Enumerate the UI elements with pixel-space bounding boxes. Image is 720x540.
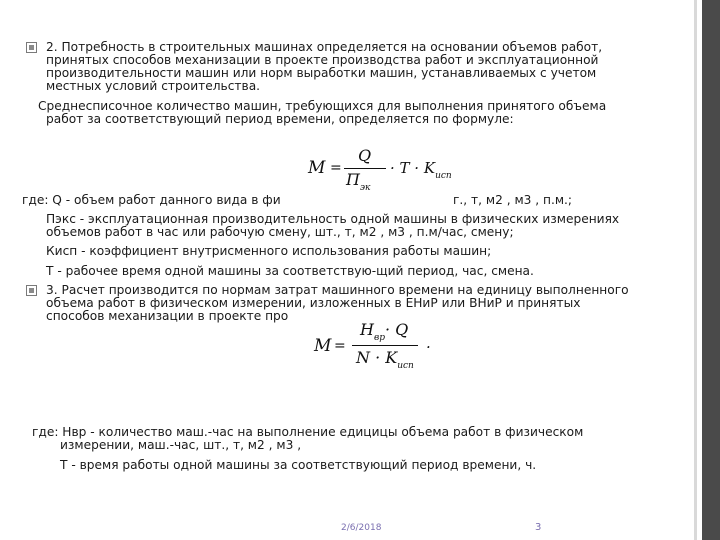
formula1-denominator: $П_{эк}$ [346, 170, 371, 193]
formula1-equals: = [330, 160, 342, 176]
para1-line3: производительности машин или норм выработки машин, устанавливаемых с учетом [46, 66, 597, 80]
formula2-equals: = [334, 338, 346, 354]
formula1-rest: · $T \cdot K_{исп}$ [390, 159, 452, 181]
para1-line4: местных условий строительства. [46, 79, 261, 93]
right-decorative-bar [702, 0, 720, 540]
bullet-icon [26, 285, 37, 296]
formula1-lhs: M [308, 158, 326, 178]
para1-line2: принятых способов механизации в проекте производства работ и эксплуатационной [46, 53, 599, 67]
formula2-denominator: $N \cdot K_{исп}$ [356, 348, 414, 371]
defs1-line1-right: г., т, м2 , м3 , п.м.; [453, 193, 573, 207]
formula-1 [300, 146, 460, 192]
defs2-line3: Т - время работы одной машины за соответствующий период времени, ч. [60, 458, 537, 472]
para2-line1: Среднесписочное количество машин, требующихся для выполнения принятого объема [38, 99, 607, 113]
defs1-line5: T - рабочее время одной машины за соответствую-щий период, час, смена. [46, 264, 534, 278]
defs1-line4: Кисп - коэффициент внутрисменного использования работы машин; [46, 244, 492, 258]
defs1-line3: объемов работ в час или рабочую смену, шт., т, м2 , м3 , п.м/час, смену; [46, 225, 514, 239]
para2-line2: работ за соответствующий период времени, определяется по формуле: [46, 112, 514, 126]
defs2-line2: измерении, маш.-час, шт., т, м2 , м3 , [60, 438, 302, 452]
defs1-line2: Пэкс - эксплуатационная производительность одной машины в физических измерениях [46, 212, 620, 226]
para3-line2: объема работ в физическом измерении, изложенных в ЕНиР или ВНиР и принятых [46, 296, 581, 310]
bullet-icon [26, 42, 37, 53]
formula1-fraction-bar [344, 168, 386, 169]
para3-line1: 3. Расчет производится по нормам затрат машинного времени на единицу выполненного [46, 283, 629, 297]
formula2-lhs: M [314, 336, 332, 356]
formula2-fraction-bar [352, 345, 418, 346]
para1-line1: 2. Потребность в строительных машинах определяется на основании объемов работ, [46, 40, 603, 54]
defs2-line1: где: Нвр - количество маш.-час на выполнение едицицы объема работ в физическом [32, 425, 584, 439]
defs1-line1-left: где: Q - объем работ данного вида в фи [22, 193, 281, 207]
footer-page-number: 3 [535, 522, 542, 533]
formula-2 [312, 318, 442, 374]
footer-date: 2/6/2018 [341, 523, 382, 533]
formula2-numerator: $H_{вр}\cdot Q$ [360, 320, 409, 343]
formula1-numerator: Q [358, 146, 372, 165]
para3-line3: способов механизации в проекте про [46, 309, 289, 323]
formula2-dot: . [426, 334, 431, 352]
